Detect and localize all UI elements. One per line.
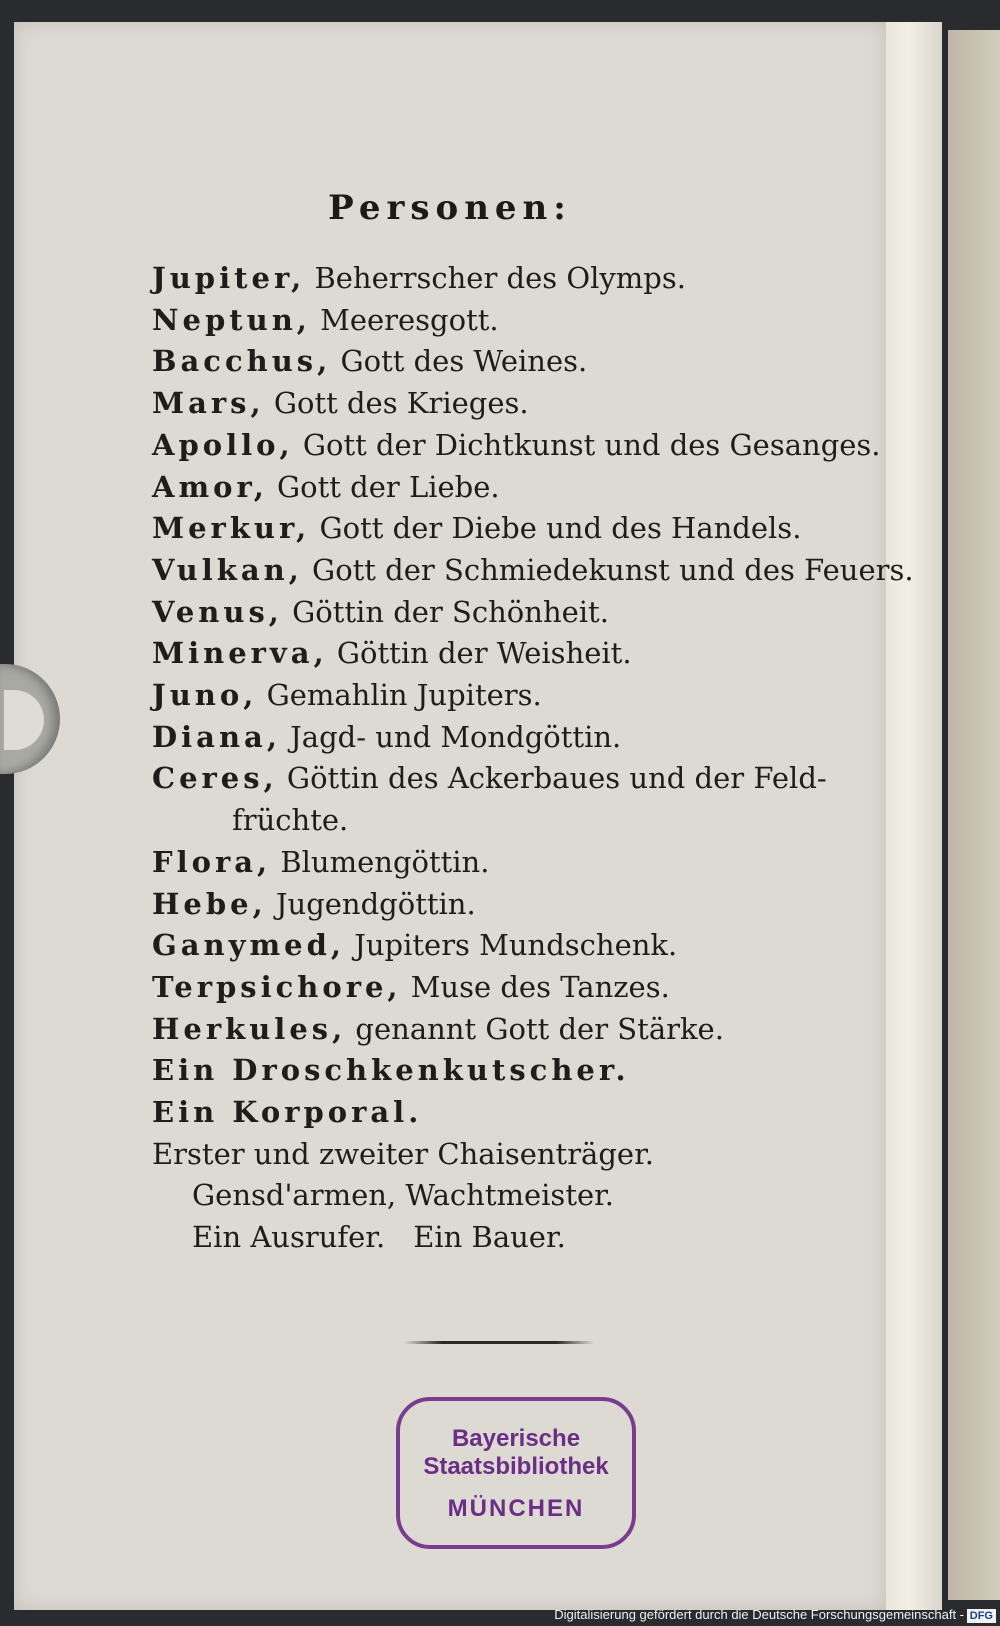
- list-item-continuation: [152, 800, 892, 842]
- character-desc: Jugendgöttin.: [275, 886, 476, 921]
- character-name: Mars,: [152, 386, 265, 421]
- character-desc: Gott der Diebe und des Handels.: [319, 511, 802, 546]
- character-desc: Muse des Tanzes.: [410, 969, 670, 1004]
- character-desc: Jagd- und Mondgöttin.: [290, 719, 622, 754]
- list-item: [152, 675, 892, 717]
- stamp-line-3: MÜNCHEN: [447, 1495, 585, 1522]
- list-item: [152, 758, 892, 800]
- character-name: Apollo,: [152, 427, 294, 462]
- character-desc: Göttin der Schönheit.: [292, 594, 609, 629]
- character-list: [152, 258, 914, 1259]
- character-name: Neptun,: [152, 302, 311, 337]
- character-desc: genannt Gott der Stärke.: [355, 1011, 724, 1046]
- character-desc: Beherrscher des Olymps.: [314, 261, 686, 295]
- character-name: Venus,: [152, 594, 283, 629]
- list-item: [152, 467, 892, 509]
- character-desc: Göttin des Ackerbaues und der Feld-: [286, 761, 827, 796]
- list-item: [152, 925, 892, 967]
- character-desc: Gott der Liebe.: [277, 469, 500, 504]
- list-item: [152, 383, 892, 425]
- character-name: Juno,: [152, 678, 258, 713]
- ornamental-rule: [404, 1341, 594, 1344]
- list-item: [152, 1050, 892, 1092]
- character-desc: Blumengöttin.: [280, 844, 490, 879]
- list-item: [152, 842, 892, 884]
- list-item: [152, 592, 892, 634]
- character-name: Minerva,: [152, 636, 328, 671]
- list-item: [152, 1217, 892, 1259]
- library-stamp: [396, 1397, 636, 1549]
- character-desc: Gott der Dichtkunst und des Gesanges.: [302, 427, 881, 462]
- list-item: [152, 508, 892, 550]
- list-item: [152, 967, 892, 1009]
- list-item: [152, 1092, 892, 1134]
- character-name: Hebe,: [152, 886, 267, 921]
- list-item: [152, 1134, 892, 1176]
- character-name: Ganymed,: [152, 928, 346, 963]
- character-desc: früchte.: [232, 803, 349, 838]
- list-item: [152, 884, 892, 926]
- list-item: [152, 258, 892, 300]
- character-name: Diana,: [152, 719, 281, 754]
- character-name: Vulkan,: [152, 552, 303, 587]
- stamp-line-1: Bayerische: [451, 1425, 581, 1452]
- character-name: Flora,: [152, 844, 272, 879]
- list-item: [152, 633, 892, 675]
- character-name: Ein Korporal.: [152, 1095, 423, 1130]
- list-item: [152, 1175, 892, 1217]
- character-name: Amor,: [152, 469, 268, 504]
- character-desc: Göttin der Weisheit.: [336, 636, 632, 671]
- character-name: Ein Droschkenkutscher.: [152, 1053, 630, 1088]
- funding-credit: Digitalisierung gefördert durch die Deutsche Forschungsgemeinschaft -: [554, 1607, 964, 1622]
- stamp-line-2: Staatsbibliothek: [423, 1453, 609, 1480]
- character-desc: Gemahlin Jupiters.: [266, 678, 542, 713]
- list-item: [152, 1009, 892, 1051]
- character-name: Merkur,: [152, 511, 311, 546]
- character-desc: Erster und zweiter Chaisenträger.: [152, 1136, 654, 1171]
- character-name: Herkules,: [152, 1011, 347, 1046]
- character-desc: Jupiters Mundschenk.: [354, 928, 678, 963]
- character-desc: Meeresgott.: [320, 302, 499, 337]
- list-item: [152, 550, 914, 592]
- character-desc: Ein Ausrufer.: [192, 1220, 386, 1255]
- page-edge-strip: [886, 22, 942, 1610]
- list-item: [152, 717, 892, 759]
- character-desc: Gott des Krieges.: [273, 386, 529, 421]
- character-name: Terpsichore,: [152, 969, 402, 1004]
- list-item: [152, 300, 892, 342]
- character-name: Jupiter,: [152, 261, 306, 295]
- character-desc-second: Ein Bauer.: [413, 1220, 566, 1255]
- character-name: Bacchus,: [152, 344, 332, 379]
- character-name: Ceres,: [152, 761, 278, 796]
- dfg-logo: DFG: [967, 1609, 996, 1623]
- page-heading: Personen:: [328, 188, 572, 228]
- character-desc: Gott der Schmiedekunst und des Feuers.: [312, 552, 914, 587]
- list-item: [152, 425, 892, 467]
- adjacent-page: [948, 30, 1000, 1600]
- character-desc: Gensd'armen, Wachtmeister.: [192, 1178, 615, 1213]
- character-desc: Gott des Weines.: [340, 344, 588, 379]
- list-item: [152, 341, 892, 383]
